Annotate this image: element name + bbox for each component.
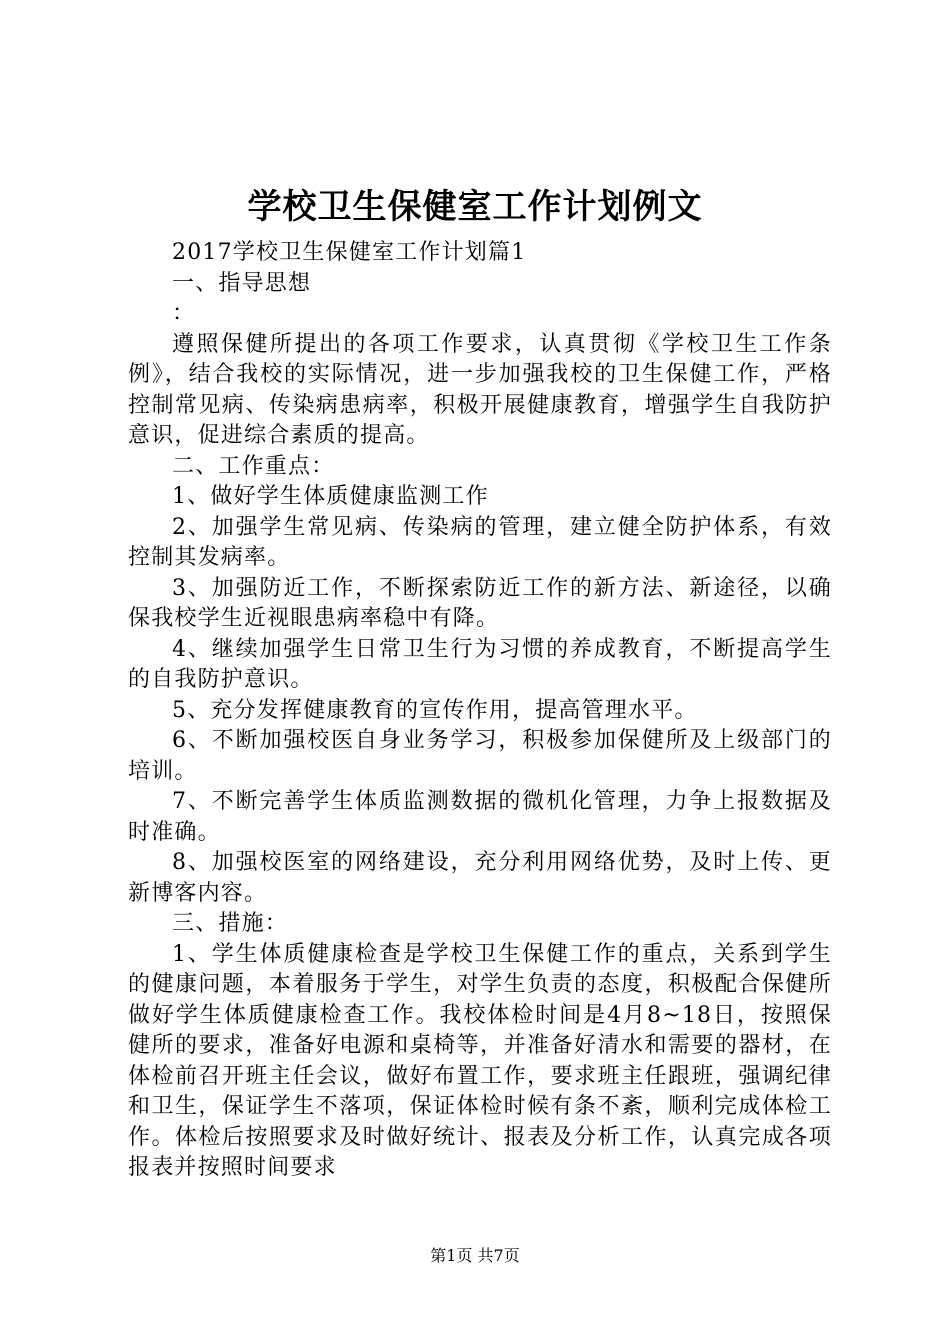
paragraph: 遵照保健所提出的各项工作要求，认真贯彻《学校卫生工作条例》，结合我校的实际情况，进一步加强我校的卫生保健工作，严格控制常见病、传染病患病率，积极开展健康教育，增强学生自我防护意识，促进综合素质的提高。 [128, 331, 832, 448]
document-title: 学校卫生保健室工作计划例文 [247, 187, 703, 227]
list-item: 1、学生体质健康检查是学校卫生保健工作的重点，关系到学生的健康问题，本着服务于学生，对学生负责的态度，积极配合保健所做好学生体质健康检查工作。我校体检时间是4月8~18日，按照保健所的要求，准备好电源和桌椅等，并准备好清水和需要的器材，在体检前召开班主任会议，做好布置工作，要求班主任跟班，强调纪律和卫生，保证学生不落项，保证体检时候有条不紊，顺利完成体检工作。体检后按照要求及时做好统计、报表及分析工作，认真完成各项报表并按照时间要求 [128, 941, 832, 1180]
section-heading: 一、指导思想 [172, 270, 312, 296]
page-footer: 第1页 共7页 [430, 1246, 520, 1265]
list-item: 8、加强校医室的网络建设，充分利用网络优势，及时上传、更新博客内容。 [128, 850, 832, 906]
list-item: 7、不断完善学生体质监测数据的微机化管理，力争上报数据及时准确。 [128, 789, 832, 845]
list-item: 5、充分发挥健康教育的宣传作用，提高管理水平。 [172, 697, 698, 723]
list-item: 6、不断加强校医自身业务学习，积极参加保健所及上级部门的培训。 [128, 728, 832, 784]
list-item: 4、继续加强学生日常卫生行为习惯的养成教育，不断提高学生的自我防护意识。 [128, 636, 832, 692]
paragraph: ： [172, 301, 196, 326]
document-body [128, 238, 832, 1184]
section-heading: 二、工作重点： [172, 453, 335, 479]
section-heading: 三、措施： [172, 911, 289, 936]
list-item: 1、做好学生体质健康监测工作 [172, 484, 489, 509]
section-heading: 2017学校卫生保健室工作计划篇1 [172, 240, 527, 265]
list-item: 2、加强学生常见病、传染病的管理，建立健全防护体系，有效控制其发病率。 [128, 514, 832, 570]
list-item: 3、加强防近工作，不断探索防近工作的新方法、新途径，以确保我校学生近视眼患病率稳中有降。 [128, 575, 832, 631]
